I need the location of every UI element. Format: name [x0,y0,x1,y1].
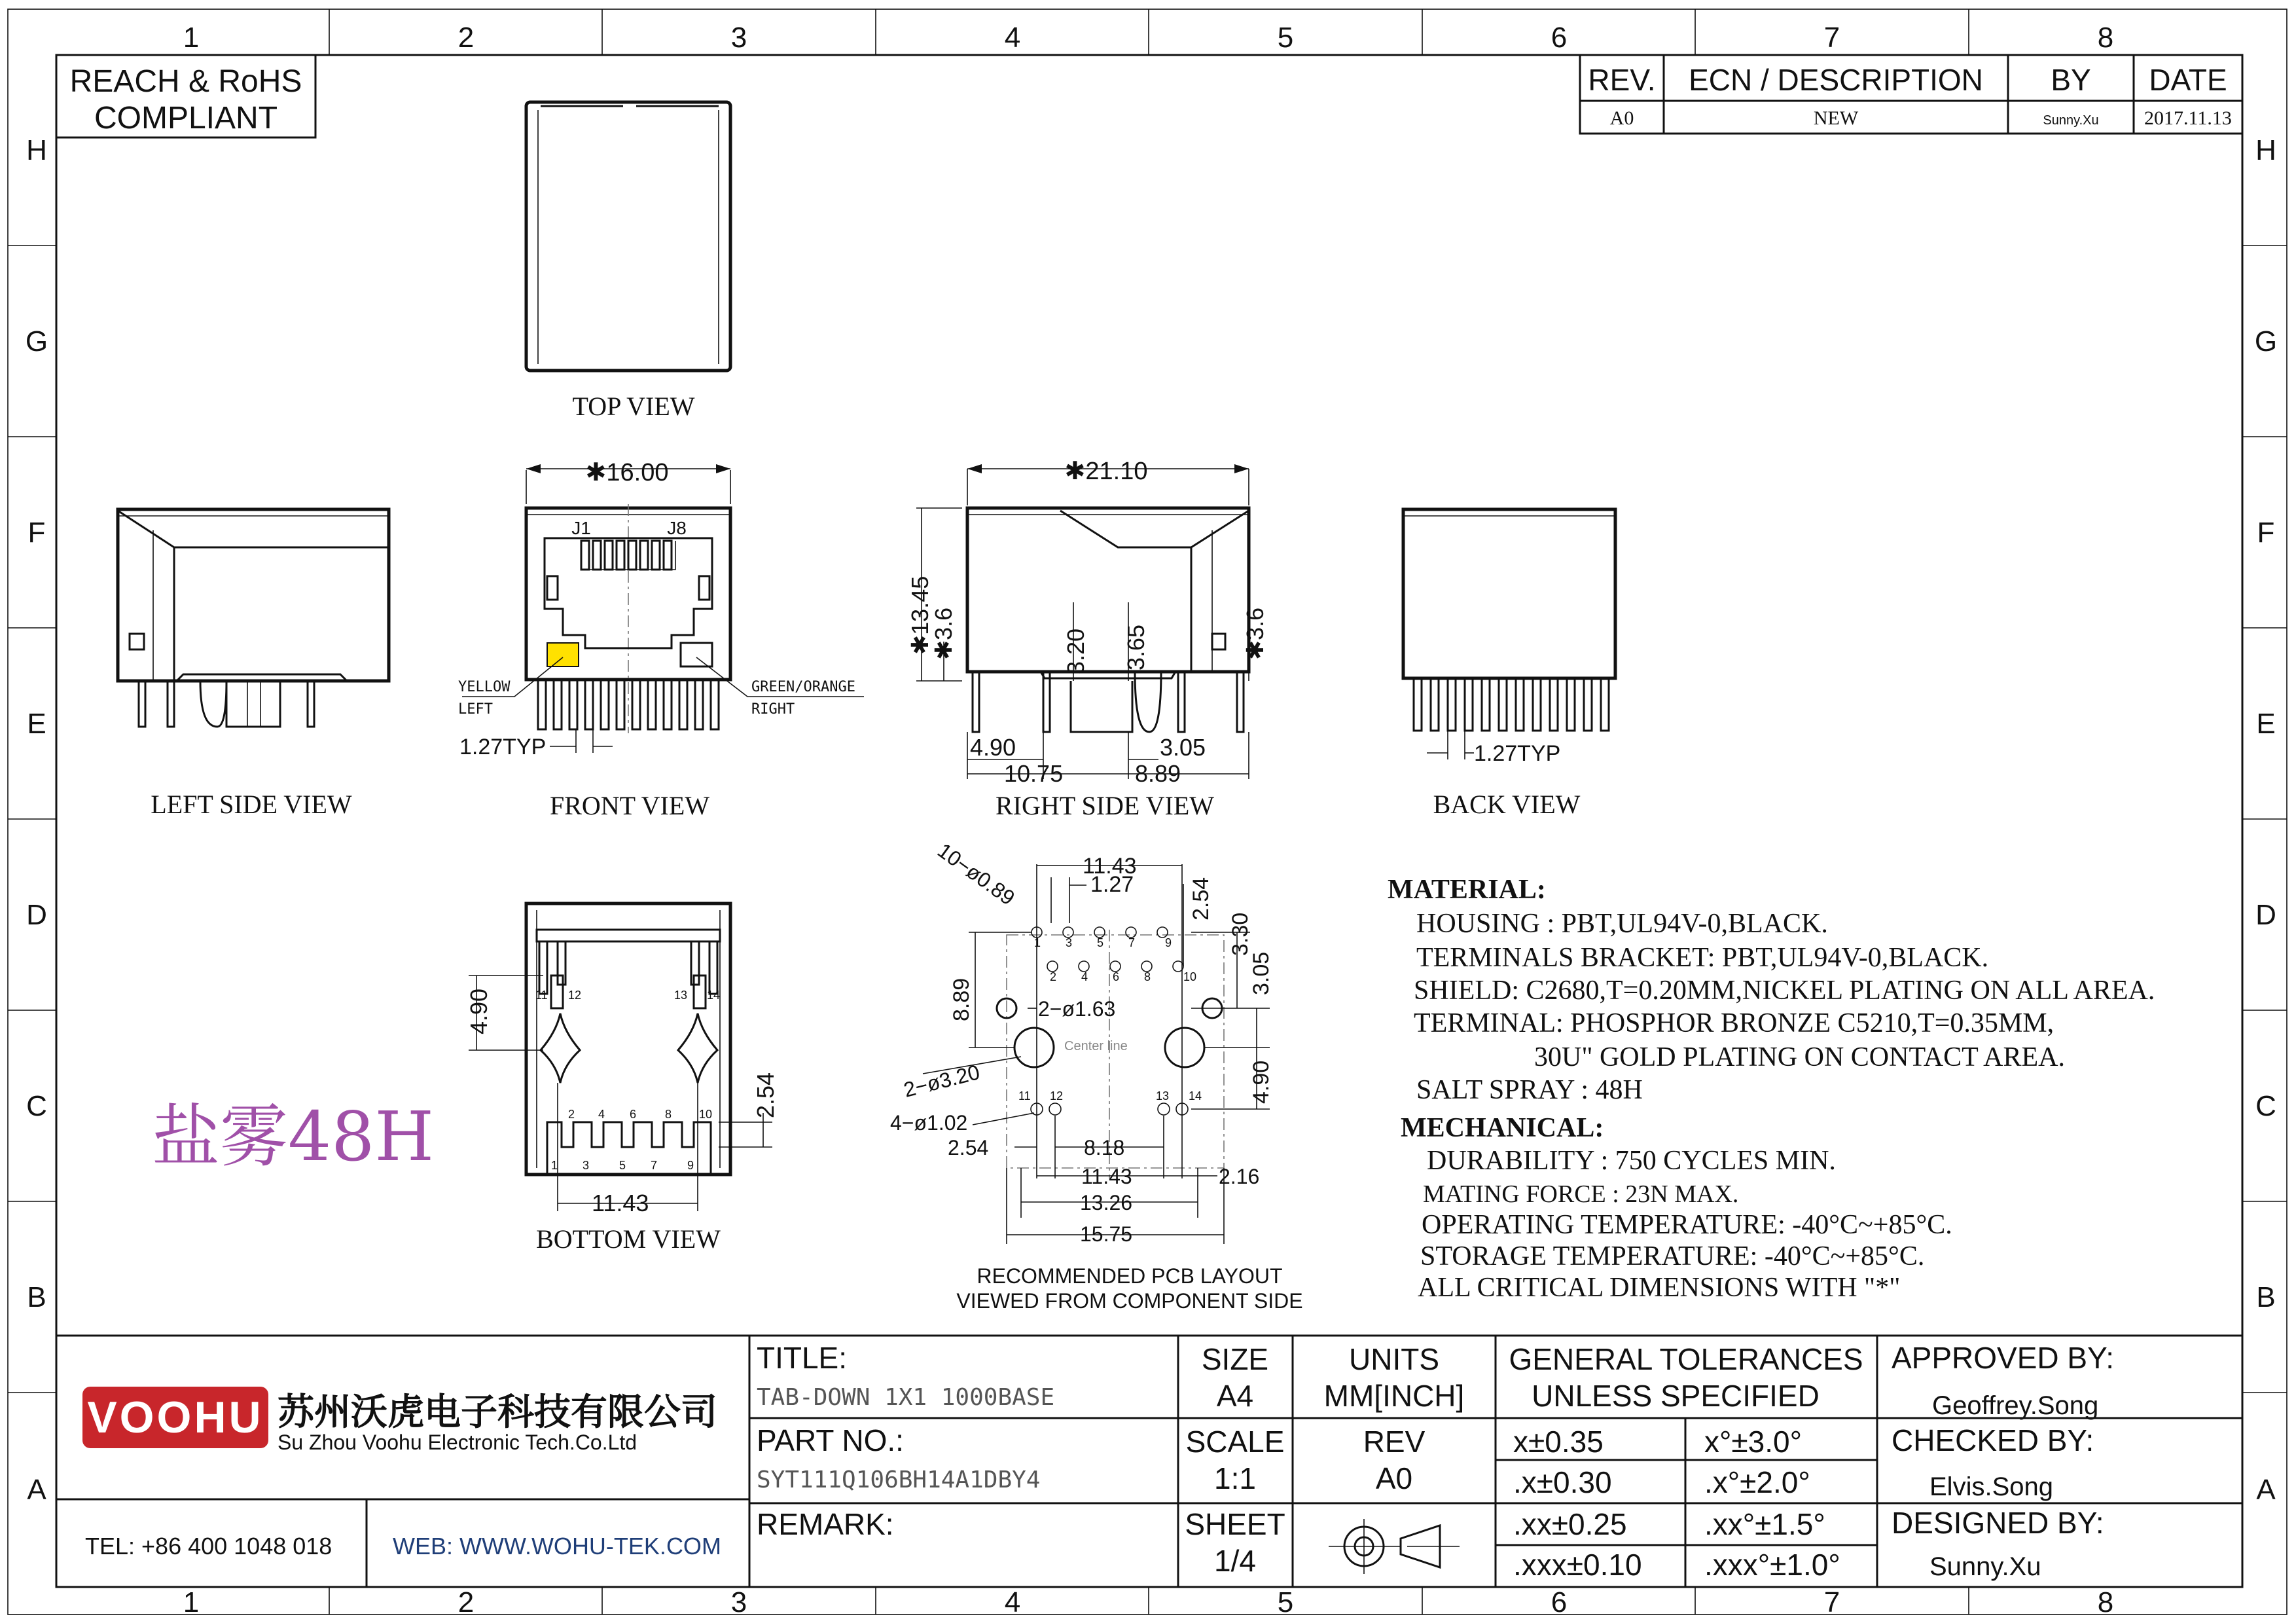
col-label: 8 [2097,22,2114,54]
p330-dim: 3.30 [1228,912,1253,956]
pin-14-label: 14 [707,989,721,1002]
size-value: A4 [1216,1379,1254,1413]
web: WEB: WWW.WOHU-TEK.COM [393,1533,721,1559]
top-view-label: TOP VIEW [572,392,695,421]
designed-label: DESIGNED BY: [1892,1506,2104,1540]
mechanical-line: MATING FORCE : 23N MAX. [1423,1180,1739,1208]
material-title: MATERIAL: [1388,875,1546,905]
pcb-pin: 5 [1097,936,1104,949]
tolerance-angular: .xxx°±1.0° [1704,1548,1840,1582]
approved-value: Geoffrey.Song [1932,1391,2099,1420]
pin-11-label: 11 [535,989,548,1002]
left-label: LEFT [458,701,493,718]
p127-dim: 1.27 [1090,872,1134,897]
pin-label: 7 [651,1159,658,1172]
sheet-value: 1/4 [1214,1544,1256,1578]
row-label: B [27,1281,46,1313]
material-notes [1388,875,2155,1105]
p889-dim: 8.89 [949,977,974,1021]
row-label: H [2255,134,2276,166]
col-label: 2 [457,1586,475,1618]
ecn-value: NEW [1813,107,1859,129]
projection-symbol [1329,1519,1460,1574]
front-pitch-dim: 1.27TYP [459,735,547,759]
right-side-view-drawing [906,458,1268,820]
pcb-caption-line2: VIEWED FROM COMPONENT SIDE [956,1289,1303,1313]
col-label: 1 [183,22,200,54]
company-name-cn: 苏州沃虎电子科技有限公司 [278,1391,717,1432]
row-label: E [2256,708,2276,740]
col-label: 5 [1277,1586,1294,1618]
material-line: 30U" GOLD PLATING ON CONTACT AREA. [1534,1042,2066,1072]
d365-dim: 3.65 [1122,624,1149,670]
col-label: 2 [457,22,475,54]
yellow-label: YELLOW [458,679,511,695]
b490-dim: 4.90 [465,988,492,1034]
b1143-dim: 11.43 [592,1190,649,1216]
pcb-led-pin: 12 [1050,1089,1064,1103]
p1575-dim: 15.75 [1080,1222,1133,1246]
d889-dim: 8.89 [1135,760,1181,787]
yellow-led [547,643,579,666]
p1326-dim: 13.26 [1080,1191,1133,1214]
part-label: PART NO.: [757,1423,904,1457]
units-label: UNITS [1349,1342,1439,1376]
row-label: G [25,325,48,357]
front-width-dim: ✱16.00 [585,459,669,486]
center-line-label: Center line [1064,1039,1128,1053]
tolerance-title1: GENERAL TOLERANCES [1509,1342,1863,1376]
left-side-view-drawing [118,509,389,819]
j8-label: J8 [667,518,687,538]
tolerance-linear: .xxx±0.10 [1513,1548,1642,1582]
pcb-layout-drawing [890,839,1303,1313]
d1075-dim: 10.75 [1004,760,1064,787]
row-label: B [2256,1281,2276,1313]
pcb-pin: 8 [1144,970,1151,983]
pcb-led-pin: 14 [1189,1089,1202,1103]
mechanical-line: STORAGE TEMPERATURE: -40°C~+85°C. [1420,1241,1925,1271]
tel: TEL: +86 400 1048 018 [85,1533,332,1559]
pin-13-label: 13 [674,989,688,1002]
pin-label: 6 [630,1108,637,1121]
p305-dim: 3.05 [1249,951,1274,995]
pcb-pin: 9 [1165,936,1172,949]
col-label: 3 [730,22,747,54]
part-value: SYT111Q106BH14A1DBY4 [757,1467,1041,1493]
back-view-label: BACK VIEW [1433,790,1581,819]
row-label: A [27,1474,46,1506]
pin-label: 8 [665,1108,672,1121]
revision-table [1580,55,2242,134]
back-pitch-dim: 1.27TYP [1474,741,1561,766]
pin-label: 2 [568,1108,575,1121]
p320-dim: 2−ø3.20 [901,1060,982,1102]
salt-spray-note: 盐雾48H [152,1097,435,1176]
material-line: TERMINALS BRACKET: PBT,UL94V-0,BLACK. [1416,943,1989,973]
pcb-pin: 10 [1183,970,1197,983]
tolerance-angular: .x°±2.0° [1704,1465,1810,1499]
logo-text: VOOHU [87,1393,264,1442]
d305-dim: 3.05 [1160,734,1206,761]
left-view-label: LEFT SIDE VIEW [151,790,352,819]
mechanical-line: DURABILITY : 750 CYCLES MIN. [1427,1146,1836,1176]
pin-label: 10 [699,1108,713,1121]
checked-value: Elvis.Song [1929,1472,2053,1501]
col-label: 6 [1551,22,1568,54]
p254b-dim: 2.54 [948,1136,989,1159]
col-label: 4 [1004,22,1021,54]
compliance-line2: COMPLIANT [94,101,278,136]
material-line: TERMINAL: PHOSPHOR BRONZE C5210,T=0.35MM, [1414,1008,2054,1038]
row-label: C [26,1090,47,1122]
col-label: 7 [1823,22,1840,54]
title-value: TAB-DOWN 1X1 1000BASE [757,1384,1055,1411]
date-header: DATE [2149,63,2227,97]
b254-dim: 2.54 [752,1072,779,1118]
pin-label: 1 [551,1159,558,1172]
green-orange-label: GREEN/ORANGE [751,679,855,695]
row-label: F [27,517,46,549]
right-view-label: RIGHT SIDE VIEW [995,791,1215,820]
title-label: TITLE: [757,1341,848,1375]
right-width-dim: ✱21.10 [1064,458,1148,485]
col-label: 8 [2097,1586,2114,1618]
col-label: 7 [1823,1586,1840,1618]
right-label: RIGHT [751,701,795,718]
pcb-pin: 6 [1113,970,1120,983]
row-label: F [2257,517,2275,549]
row-label: D [2255,899,2276,931]
pin-12-label: 12 [568,989,582,1002]
col-label: 5 [1277,22,1294,54]
date-value: 2017.11.13 [2144,107,2232,129]
pin-label: 3 [583,1159,590,1172]
by-value: Sunny.Xu [2043,113,2099,128]
pin-label: 4 [598,1108,605,1121]
mechanical-notes [1401,1113,1952,1303]
pcb-pin: 3 [1066,936,1073,949]
col-label: 3 [730,1586,747,1618]
front-view-label: FRONT VIEW [549,791,710,820]
tolerance-title2: UNLESS SPECIFIED [1532,1379,1820,1413]
checked-label: CHECKED BY: [1892,1423,2094,1457]
compliance-box [56,55,315,137]
right-stand-l-dim: ✱3.6 [930,607,957,660]
pcb-pin: 1 [1034,936,1041,949]
tolerance-linear: .xx±0.25 [1513,1507,1627,1541]
row-label: C [2255,1090,2276,1122]
col-label: 4 [1004,1586,1021,1618]
p254-dim: 2.54 [1189,877,1213,921]
p818-dim: 8.18 [1084,1136,1125,1159]
sheet-label: SHEET [1185,1507,1285,1541]
row-label: H [26,134,47,166]
approved-label: APPROVED BY: [1892,1341,2115,1375]
top-view-drawing [526,102,730,421]
tolerance-angular: .xx°±1.5° [1704,1507,1825,1541]
designed-value: Sunny.Xu [1929,1552,2041,1581]
col-label: 1 [183,1586,200,1618]
pin-label: 5 [619,1159,626,1172]
row-label: G [2254,325,2278,357]
mechanical-line: ALL CRITICAL DIMENSIONS WITH "*" [1418,1273,1901,1303]
mechanical-line: OPERATING TEMPERATURE: -40°C~+85°C. [1422,1210,1952,1240]
company-name-en: Su Zhou Voohu Electronic Tech.Co.Ltd [278,1431,637,1454]
pcb-led-pin: 11 [1018,1089,1031,1103]
material-line: HOUSING : PBT,UL94V-0,BLACK. [1416,909,1828,939]
col-label: 6 [1551,1586,1568,1618]
title-block [56,1336,2242,1587]
holes-dim: 10−ø0.89 [933,838,1020,910]
rev-value-tb: A0 [1375,1461,1413,1495]
d490-dim: 4.90 [970,734,1016,761]
p102-dim: 4−ø1.02 [890,1111,968,1135]
material-line: SALT SPRAY : 48H [1416,1075,1643,1105]
rev-label: REV [1363,1425,1426,1459]
by-header: BY [2051,63,2091,97]
size-label: SIZE [1201,1342,1269,1376]
tolerance-linear: .x±0.30 [1513,1465,1612,1499]
pcb-pin: 7 [1128,936,1136,949]
material-line: SHIELD: C2680,T=0.20MM,NICKEL PLATING ON ALL AREA. [1414,976,2155,1006]
compliance-line1: REACH & RoHS [69,64,302,99]
pin-label: 9 [687,1159,694,1172]
right-stand-r-dim: ✱3.6 [1242,607,1268,660]
pcb-pin: 2 [1050,970,1057,983]
tolerance-angular: x°±3.0° [1704,1425,1802,1459]
bottom-view-drawing [465,903,779,1254]
front-view-drawing [458,459,864,820]
back-view-drawing [1403,509,1615,819]
p490-dim: 4.90 [1249,1060,1274,1104]
row-label: A [2256,1474,2276,1506]
p1143b-dim: 11.43 [1081,1165,1132,1188]
row-label: E [27,708,46,740]
p216-dim: 2.16 [1219,1165,1260,1188]
rev-value: A0 [1609,107,1634,129]
scale-label: SCALE [1185,1425,1285,1459]
pcb-pin: 4 [1081,970,1088,983]
tolerance-linear: x±0.35 [1513,1425,1604,1459]
pcb-caption-line1: RECOMMENDED PCB LAYOUT [977,1264,1283,1288]
right-height-dim: ✱13.45 [906,575,933,655]
p163-dim: 2−ø1.63 [1038,997,1116,1021]
d320-dim: 3.20 [1062,628,1089,674]
row-label: D [26,899,47,931]
j1-label: J1 [571,518,591,538]
pcb-led-pin: 13 [1156,1089,1170,1103]
ecn-header: ECN / DESCRIPTION [1689,63,1983,97]
bottom-view-label: BOTTOM VIEW [536,1224,721,1254]
p1143-dim: 11.43 [1083,854,1137,879]
mechanical-title: MECHANICAL: [1401,1113,1604,1143]
scale-value: 1:1 [1214,1461,1256,1495]
rev-header: REV. [1588,63,1656,97]
remark-label: REMARK: [757,1507,894,1541]
units-value: MM[INCH] [1323,1379,1465,1413]
